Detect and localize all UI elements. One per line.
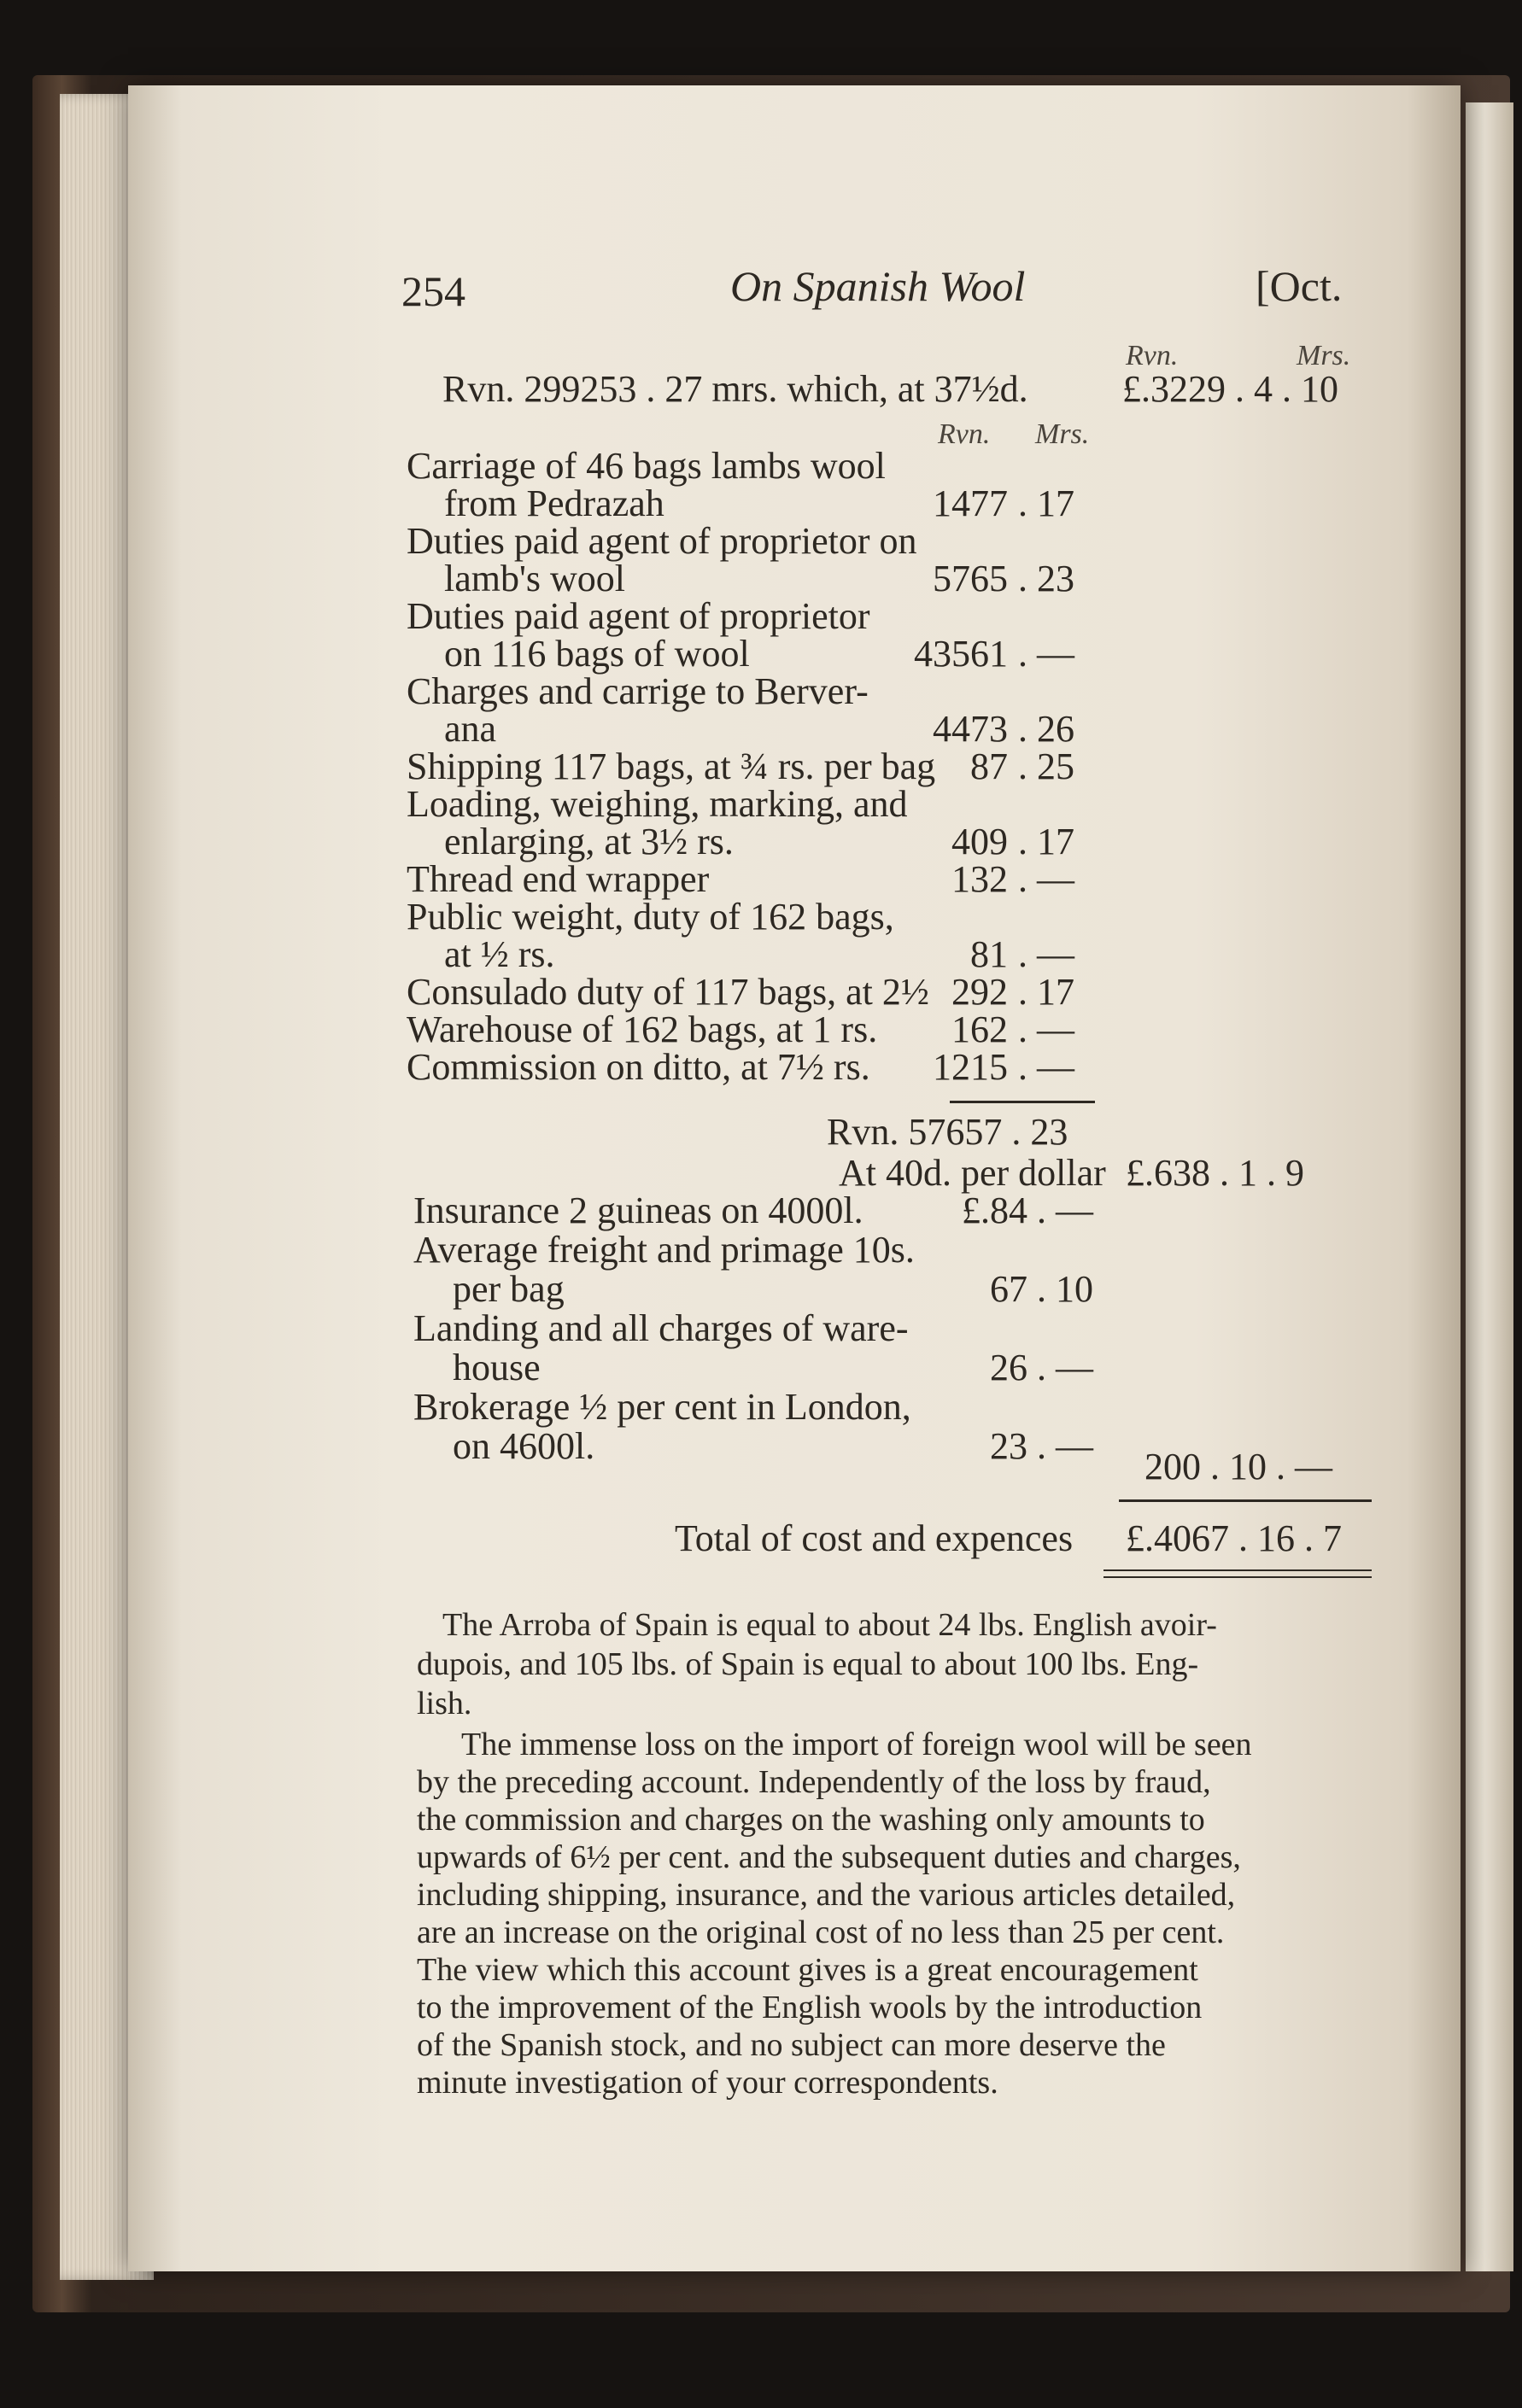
sterling-line: Brokerage ½ per cent in London,	[413, 1386, 911, 1428]
total-label: Total of cost and expences	[675, 1517, 1074, 1559]
paragraph-line: are an increase on the original cost of no less than 25 per cent.	[417, 1914, 1225, 1950]
sterling-line: Insurance 2 guineas on 4000l.	[413, 1189, 863, 1231]
paragraph-line: The immense loss on the import of foreign wool will be seen	[461, 1727, 1252, 1762]
paragraph-line: of the Spanish stock, and no subject can more deserve the	[417, 2027, 1166, 2063]
charge-line: on 116 bags of wool	[444, 633, 750, 675]
paragraph-line: lish.	[417, 1686, 472, 1721]
paragraph-line: upwards of 6½ per cent. and the subsequent duties and charges,	[417, 1839, 1241, 1875]
charge-rvn: 43561	[914, 633, 1008, 675]
top-column-rvn: Rvn.	[1126, 340, 1179, 371]
sterling-subtotal: 200 . 10 . —	[1144, 1446, 1332, 1487]
paragraph-line: by the preceding account. Independently of the loss by fraud,	[417, 1764, 1211, 1800]
charge-line: Duties paid agent of proprietor	[407, 595, 870, 637]
charge-line: Consulado duty of 117 bags, at 2½	[407, 971, 929, 1013]
charge-rvn: 132	[951, 858, 1008, 900]
paragraph-line: minute investigation of your correspondents.	[417, 2065, 998, 2101]
charge-mrs: . 17	[1018, 482, 1074, 524]
paragraph-line: including shipping, insurance, and the various articles detailed,	[417, 1877, 1236, 1913]
charge-line: Commission on ditto, at 7½ rs.	[407, 1046, 870, 1088]
subtotal-rvn: Rvn. 57657 . 23	[827, 1111, 1068, 1153]
charge-rvn: 4473	[933, 708, 1008, 750]
double-rule-top	[1103, 1569, 1372, 1571]
paragraph-line: dupois, and 105 lbs. of Spain is equal to about 100 lbs. Eng-	[417, 1646, 1199, 1682]
charge-mrs: . 26	[1018, 708, 1074, 750]
charge-line: enlarging, at 3½ rs.	[444, 821, 734, 862]
subtotal-rule	[950, 1101, 1095, 1103]
charge-rvn: 5765	[933, 558, 1008, 599]
sterling-amount: £.84 . —	[962, 1189, 1093, 1231]
charge-line: Shipping 117 bags, at ¾ rs. per bag	[407, 745, 936, 787]
charge-line: Duties paid agent of proprietor on	[407, 520, 917, 562]
charge-line: Loading, weighing, marking, and	[407, 783, 908, 825]
top-column-mrs: Mrs.	[1297, 340, 1351, 371]
charge-line: Public weight, duty of 162 bags,	[407, 896, 894, 938]
subtotal-rate: At 40d. per dollar	[839, 1152, 1106, 1194]
paragraph-line: the commission and charges on the washing only amounts to	[417, 1802, 1205, 1838]
charge-rvn: 1215	[933, 1046, 1008, 1088]
charge-mrs: . 17	[1018, 821, 1074, 862]
charge-rvn: 87	[970, 745, 1008, 787]
sterling-line: Average freight and primage 10s.	[413, 1229, 915, 1271]
charge-mrs: . —	[1018, 858, 1074, 900]
paragraph-line: The Arroba of Spain is equal to about 24 lbs. English avoir-	[442, 1607, 1217, 1643]
inner-column-mrs: Mrs.	[1035, 418, 1090, 450]
inner-column-rvn: Rvn.	[938, 418, 991, 450]
total-amount: £.4067 . 16 . 7	[1126, 1517, 1342, 1559]
double-rule-bottom	[1103, 1576, 1372, 1578]
charge-line: Thread end wrapper	[407, 858, 710, 900]
paragraph-line: The view which this account gives is a great encouragement	[417, 1952, 1198, 1988]
sterling-amount: 23 . —	[990, 1425, 1093, 1467]
charge-mrs: . —	[1018, 1046, 1074, 1088]
charge-line: Warehouse of 162 bags, at 1 rs.	[407, 1008, 878, 1050]
charge-mrs: . —	[1018, 1008, 1074, 1050]
charge-rvn: 162	[951, 1008, 1008, 1050]
month-label: [Oct.	[1256, 262, 1343, 310]
subtotal-sterling: £.638 . 1 . 9	[1126, 1152, 1304, 1194]
running-title: On Spanish Wool	[730, 262, 1026, 310]
sterling-line: per bag	[453, 1268, 565, 1310]
charge-line: at ½ rs.	[444, 933, 555, 975]
charge-rvn: 409	[951, 821, 1008, 862]
charge-line: ana	[444, 708, 497, 750]
charge-mrs: . —	[1018, 933, 1074, 975]
charge-rvn: 292	[951, 971, 1008, 1013]
charge-rvn: 81	[970, 933, 1008, 975]
total-rule	[1119, 1499, 1372, 1502]
paragraph-line: to the improvement of the English wools by the introduction	[417, 1990, 1203, 2025]
charge-mrs: . 17	[1018, 971, 1074, 1013]
charge-line: from Pedrazah	[444, 482, 664, 524]
sterling-amount: 67 . 10	[990, 1268, 1093, 1310]
charge-line: lamb's wool	[444, 558, 626, 599]
sterling-amount: 26 . —	[990, 1347, 1093, 1388]
charge-mrs: . —	[1018, 633, 1074, 675]
page-number: 254	[401, 267, 465, 315]
charge-line: Carriage of 46 bags lambs wool	[407, 445, 886, 487]
opening-line: Rvn. 299253 . 27 mrs. which, at 37½d.	[442, 368, 1028, 410]
charge-mrs: . 23	[1018, 558, 1074, 599]
sterling-line: house	[453, 1347, 541, 1388]
charge-line: Charges and carrige to Berver-	[407, 670, 869, 712]
sterling-line: Landing and all charges of ware-	[413, 1307, 909, 1349]
opening-sterling: £.3229 . 4 . 10	[1122, 368, 1338, 410]
facing-page-edge	[1466, 102, 1513, 2271]
charge-mrs: . 25	[1018, 745, 1074, 787]
sterling-line: on 4600l.	[453, 1425, 595, 1467]
charge-rvn: 1477	[933, 482, 1008, 524]
